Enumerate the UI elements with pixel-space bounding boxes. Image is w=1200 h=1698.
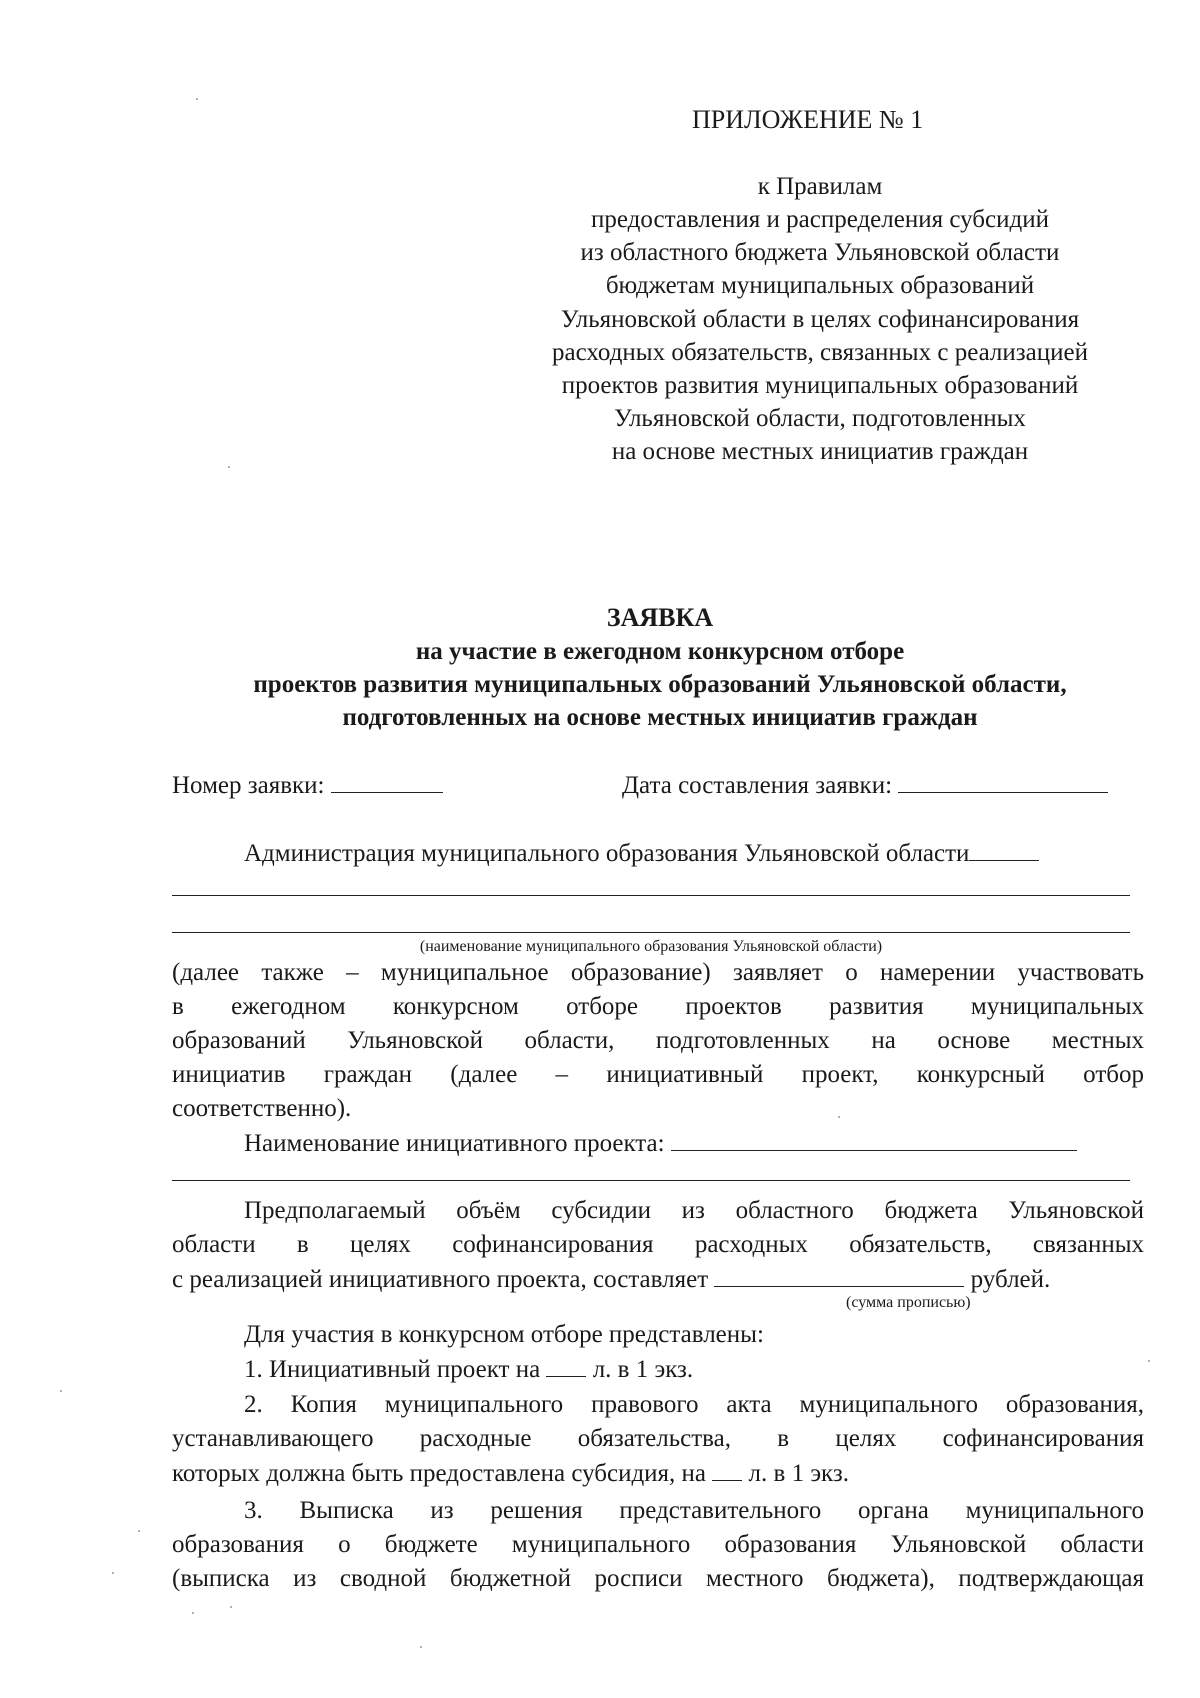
document-item-2-pages-blank[interactable] (712, 1458, 742, 1481)
scan-speck (192, 1612, 194, 1614)
scan-speck (228, 466, 230, 468)
appendix-line: Ульяновской области, подготовленных (614, 405, 1026, 432)
appendix-line: Ульяновской области в целях софинансирования (560, 306, 1080, 333)
appendix-title: ПРИЛОЖЕНИЕ № 1 (692, 105, 924, 134)
scan-speck (230, 1606, 232, 1608)
body-line: в ежегодном конкурсном отборе проектов развития муниципальных (172, 993, 1144, 1020)
document-subtitle-line: проектов развития муниципальных образований Ульяновской области, (253, 671, 1067, 698)
application-date-label: Дата составления заявки: (622, 772, 893, 799)
document-item-2-suffix: л. в 1 экз. (748, 1460, 849, 1487)
document-item-1-suffix: л. в 1 экз. (592, 1356, 694, 1383)
document-item-1-pages-blank[interactable] (546, 1354, 586, 1377)
scan-speck (112, 1572, 114, 1574)
appendix-line: предоставления и распределения субсидий (591, 206, 1049, 233)
body-line: инициатив граждан (далее – инициативный проект, конкурсный отбор (172, 1061, 1144, 1088)
amount-caption: (сумма прописью) (846, 1294, 971, 1311)
subsidy-amount-prefix: с реализацией инициативного проекта, составляет (172, 1266, 709, 1293)
project-name-label: Наименование инициативного проекта: (244, 1130, 665, 1157)
appendix-line: из областного бюджета Ульяновской области (580, 239, 1060, 266)
scan-speck (138, 1530, 140, 1532)
body-line: Предполагаемый объём субсидии из областного бюджета Ульяновской (244, 1197, 1144, 1224)
application-date-blank[interactable] (898, 770, 1108, 793)
application-number-field (172, 770, 443, 801)
body-line: 2. Копия муниципального правового акта муниципального образования, (244, 1391, 1144, 1418)
document-subtitle-line: подготовленных на основе местных инициатив граждан (342, 704, 978, 731)
administration-label: Администрация муниципального образования Ульяновской области (244, 840, 970, 867)
scan-speck (196, 98, 198, 100)
administration-field (244, 838, 1039, 869)
application-number-blank[interactable] (331, 770, 443, 793)
body-line: (далее также – муниципальное образование) заявляет о намерении участвовать (172, 959, 1144, 986)
subsidy-amount-blank[interactable] (714, 1264, 964, 1287)
body-line: (выписка из сводной бюджетной росписи местного бюджета), подтверждающая (172, 1565, 1144, 1592)
document-item-1-prefix: 1. Инициативный проект на (244, 1356, 541, 1383)
scan-speck (420, 1646, 422, 1648)
scan-speck (838, 1116, 840, 1118)
application-number-label: Номер заявки: (172, 772, 325, 799)
municipality-blank-line[interactable] (172, 895, 1130, 896)
body-line: образования о бюджете муниципального образования Ульяновской области (172, 1531, 1144, 1558)
appendix-line: на основе местных инициатив граждан (611, 438, 1029, 465)
appendix-line: проектов развития муниципальных образований (561, 372, 1079, 399)
document-title: ЗАЯВКА (606, 603, 714, 632)
document-item-1 (244, 1354, 693, 1385)
appendix-line: к Правилам (757, 173, 883, 200)
body-line: 3. Выписка из решения представительного органа муниципального (244, 1497, 1144, 1524)
municipality-blank-line[interactable] (172, 932, 1130, 933)
application-date-field (622, 770, 1108, 801)
document-item-2-prefix: которых должна быть предоставлена субсидия, на (172, 1460, 707, 1487)
documents-intro: Для участия в конкурсном отборе представлены: (244, 1321, 764, 1348)
project-name-blank-line[interactable] (172, 1180, 1130, 1181)
body-line: устанавливающего расходные обязательства, в целях софинансирования (172, 1425, 1144, 1452)
document-item-2-last (172, 1458, 849, 1489)
document-subtitle-line: на участие в ежегодном конкурсном отборе (415, 638, 905, 665)
subsidy-amount-field (172, 1264, 1050, 1295)
project-name-field (244, 1128, 1077, 1159)
body-line: соответственно). (172, 1095, 352, 1122)
municipality-caption: (наименование муниципального образования Ульяновской области) (419, 938, 883, 955)
appendix-line: расходных обязательств, связанных с реализацией (552, 339, 1088, 366)
scan-speck (1148, 1360, 1150, 1362)
body-line: области в целях софинансирования расходных обязательств, связанных (172, 1231, 1144, 1258)
body-line: образований Ульяновской области, подготовленных на основе местных (172, 1027, 1144, 1054)
administration-blank[interactable] (969, 838, 1039, 861)
subsidy-amount-suffix: рублей. (970, 1266, 1051, 1293)
scan-speck (60, 1390, 62, 1392)
project-name-blank[interactable] (671, 1128, 1077, 1151)
appendix-line: бюджетам муниципальных образований (605, 272, 1035, 299)
